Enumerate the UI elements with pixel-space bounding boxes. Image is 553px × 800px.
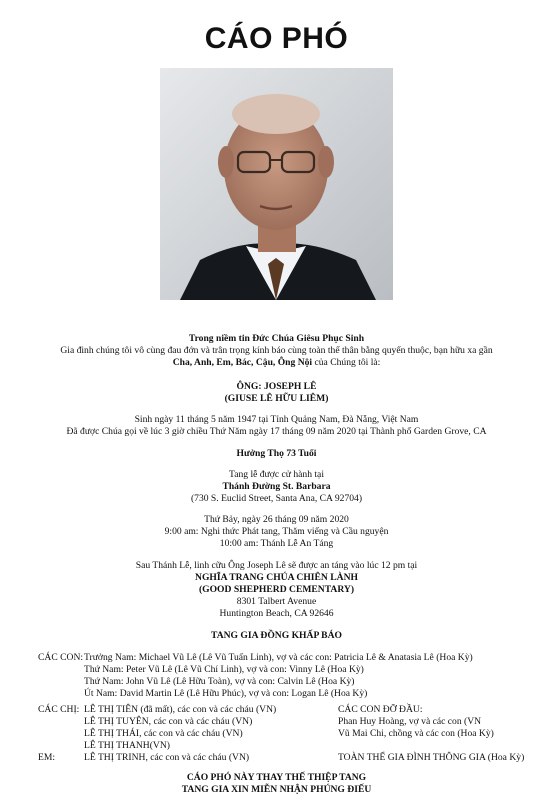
- portrait-photo: [160, 68, 393, 300]
- cemetery-name-en: (GOOD SHEPHERD CEMENTARY): [198, 584, 355, 595]
- children-label: CÁC CON:: [38, 652, 84, 663]
- godchildren-label: CÁC CON ĐỠ ĐẦU:: [338, 704, 423, 715]
- sister-row: LÊ THỊ THÁI, các con và các cháu (VN): [84, 728, 243, 739]
- closing-line-1: CÁO PHÓ NÀY THAY THẾ THIỆP TANG: [186, 772, 367, 783]
- mourning-heading: TANG GIA ĐỒNG KHẤP BÁO: [211, 630, 342, 641]
- service-date: Thứ Bảy, ngày 26 tháng 09 năm 2020: [204, 514, 349, 525]
- deceased-name: ÔNG: JOSEPH LÊ: [236, 381, 317, 392]
- page-title: CÁO PHÓ: [204, 22, 349, 55]
- child-row: Trưởng Nam: Michael Vũ Lê (Lê Vũ Tuấn Linh), vợ và các con: Patricia Lê & Anatasia Lê (Hoa Kỳ): [84, 652, 473, 663]
- cemetery-street: 8301 Talbert Avenue: [236, 596, 317, 607]
- death-line: Đã được Chúa gọi về lúc 3 giờ chiều Thứ Năm ngày 17 tháng 09 năm 2020 tại Thành phố Garden Grove, CA: [66, 426, 487, 437]
- birth-line: Sinh ngày 11 tháng 5 năm 1947 tại Tỉnh Quảng Nam, Đà Nẵng, Việt Nam: [134, 414, 419, 425]
- sisters-label: CÁC CHỊ:: [38, 704, 80, 715]
- church-address: (730 S. Euclid Street, Santa Ana, CA 92704): [190, 493, 363, 504]
- relations-line: [0, 357, 553, 369]
- relations-suffix: của Chúng tôi là:: [312, 357, 381, 368]
- age-line: Hưởng Thọ 73 Tuổi: [236, 448, 317, 459]
- funeral-intro: Tang lễ được cử hành tại: [229, 469, 324, 480]
- child-row: Út Nam: David Martin Lê (Lê Hữu Phúc), vợ và con: Logan Lê (Hoa Kỳ): [84, 688, 368, 699]
- sister-row: LÊ THỊ TIÊN (đã mất), các con và các cháu (VN): [84, 704, 277, 715]
- godchild-row: Vũ Mai Chi, chồng và các con (Hoa Kỳ): [338, 728, 494, 739]
- sibling-label: EM:: [38, 752, 56, 763]
- burial-line: Sau Thánh Lễ, linh cữu Ông Joseph Lê sẽ được an táng vào lúc 12 pm tại: [135, 560, 418, 571]
- child-row: Thứ Nam: Peter Vũ Lê (Lê Vũ Chí Linh), vợ và con: Vinny Lê (Hoa Kỳ): [84, 664, 364, 675]
- godchild-row: Phan Huy Hoàng, vợ và các con (VN: [338, 716, 482, 727]
- intro-line: Gia đình chúng tôi vô cùng đau đớn và trân trọng kính báo cùng toàn thể thân bằng quyến thuộc, bạn hữu xa gần: [60, 345, 493, 356]
- cemetery-name: NGHĨA TRANG CHÚA CHIÊN LÀNH: [195, 572, 358, 583]
- closing-line-2: TANG GIA XIN MIỄN NHẬN PHÚNG ĐIẾU: [181, 784, 372, 795]
- sister-row: LÊ THỊ TUYÊN, các con và các cháu (VN): [84, 716, 253, 727]
- service-item-1: 9:00 am: Nghi thức Phát tang, Thăm viếng và Cầu nguyện: [164, 526, 389, 537]
- cemetery-city: Huntington Beach, CA 92646: [219, 608, 334, 619]
- in-laws-row: TOÀN THỂ GIA ĐÌNH THÔNG GIA (Hoa Kỳ): [338, 752, 525, 763]
- sibling-row: LÊ THỊ TRINH, các con và các cháu (VN): [84, 752, 250, 763]
- relations-text: Cha, Anh, Em, Bác, Cậu, Ông Nội: [172, 357, 313, 368]
- sister-row: LÊ THỊ THANH(VN): [84, 740, 170, 751]
- church-name: Thánh Đường St. Barbara: [222, 481, 331, 492]
- deceased-religious-name: (GIUSE LÊ HỮU LIÊM): [224, 393, 329, 404]
- service-item-2: 10:00 am: Thánh Lễ An Táng: [219, 538, 334, 549]
- child-row: Thứ Nam: John Vũ Lê (Lê Hữu Toàn), vợ và con: Calvin Lê (Hoa Kỳ): [84, 676, 355, 687]
- faith-line: Trong niềm tin Đức Chúa Giêsu Phục Sinh: [188, 333, 365, 344]
